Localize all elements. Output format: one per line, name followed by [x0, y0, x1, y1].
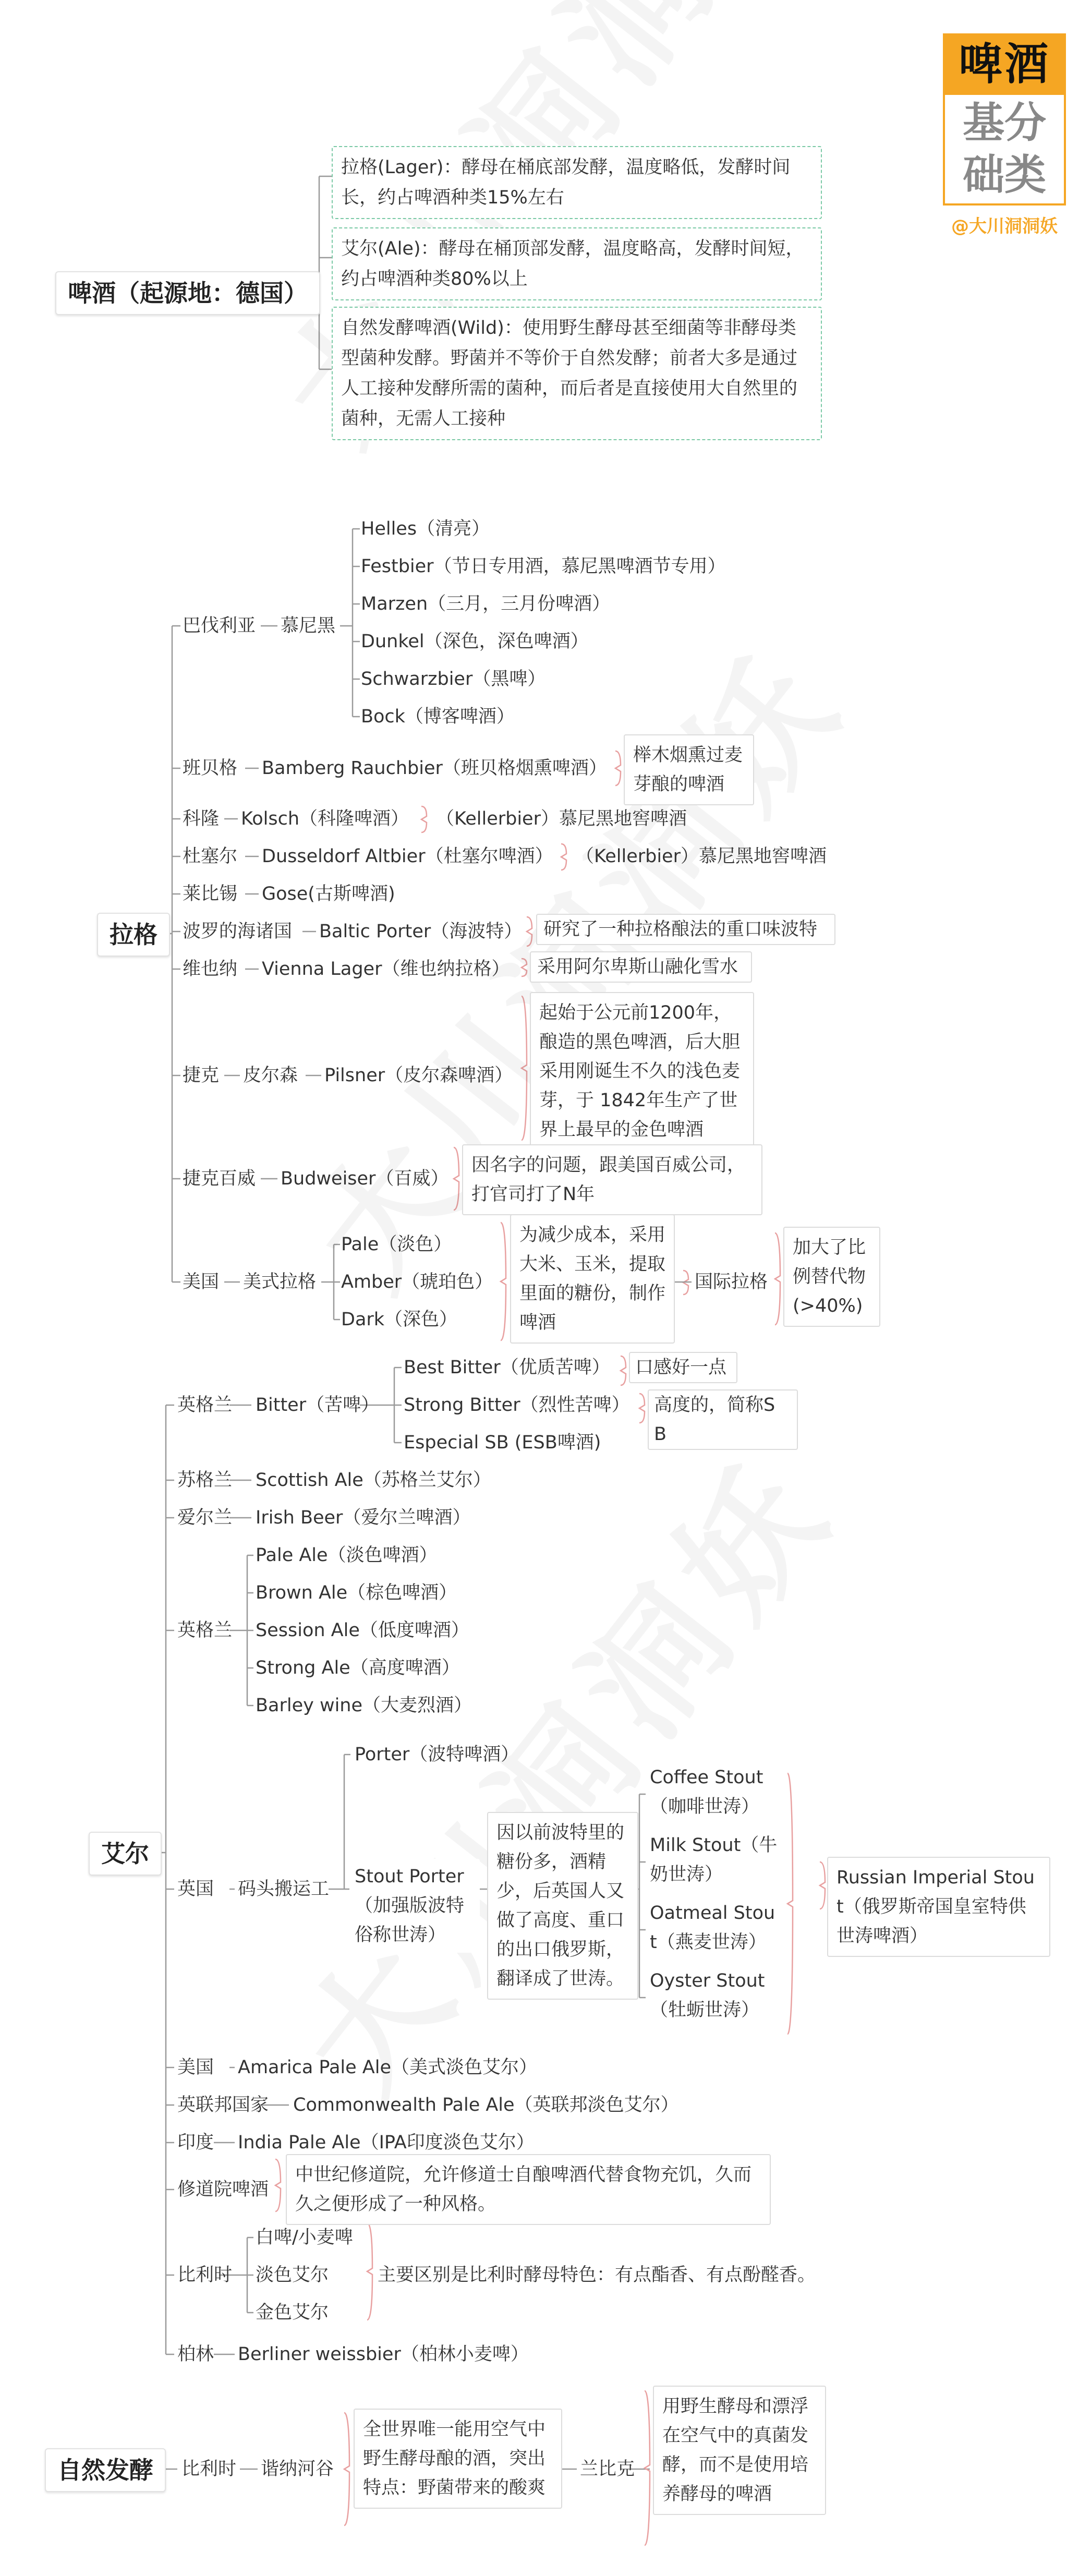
beer-altbier: Dusseldorf Altbier（杜塞尔啤酒） [262, 846, 553, 867]
beer-bock: Bock（博客啤酒） [361, 706, 515, 727]
beer-milk-stout: Milk Stout（牛奶世涛） [647, 1831, 784, 1889]
note-ale-def: 艾尔(Ale)：酵母在桶顶部发酵，温度略高，发酵时间短，约占啤酒种类80%以上 [332, 227, 822, 300]
beer-helles: Helles（清亮） [361, 518, 490, 539]
beer-session-ale: Session Ale（低度啤酒） [256, 1620, 469, 1641]
note-us-lager: 为减少成本，采用大米、玉米，提取里面的糖份，制作啤酒 [510, 1214, 675, 1344]
beer-strong-ale: Strong Ale（高度啤酒） [256, 1658, 460, 1678]
note-lager-def: 拉格(Lager)：酵母在桶底部发酵，温度略低，发酵时间长，约占啤酒种类15%左右 [332, 146, 822, 219]
connector-100 [621, 1356, 626, 1385]
beer-stout-porter: Stout Porter（加强版波特俗称世涛） [349, 1859, 480, 1953]
region-england-2: 英格兰 [177, 1620, 233, 1641]
beer-brown-ale: Brown Ale（棕色啤酒） [256, 1582, 457, 1603]
city-munich: 慕尼黑 [281, 615, 336, 636]
note-wild-def: 自然发酵啤酒(Wild)：使用野生酵母甚至细菌等非酵母类型菌种发酵。野菌并不等价于自然发酵；前者大多是通过人工接种发酵所需的菌种，而后者是直接使用大自然里的菌种，无需人工接种 [332, 307, 822, 440]
beer-cpa: Commonwealth Pale Ale（英联邦淡色艾尔） [293, 2095, 679, 2115]
beer-rauchbier: Bamberg Rauchbier（班贝格烟熏啤酒） [262, 758, 607, 779]
region-commonwealth: 英联邦国家 [177, 2095, 269, 2115]
note-rauchbier: 榉木烟熏过麦芽酿的啤酒 [624, 734, 754, 805]
beer-gose: Gose(古斯啤酒) [262, 884, 395, 904]
region-berlin: 柏林 [177, 2344, 214, 2365]
region-usa: 美国 [183, 1272, 220, 1292]
region-america: 美国 [177, 2057, 214, 2078]
beer-scottish-ale: Scottish Ale（苏格兰艾尔） [256, 1470, 491, 1491]
group-dockworker: 码头搬运工 [238, 1879, 330, 1900]
beer-lambic: 兰比克 [580, 2459, 635, 2480]
region-ireland: 爱尔兰 [177, 1507, 233, 1528]
beer-russian-imperial-stout: Russian Imperial Stout（俄罗斯帝国皇室特供世涛啤酒） [827, 1857, 1050, 1957]
beer-oatmeal-stout: Oatmeal Stout（燕麦世涛） [647, 1898, 784, 1957]
note-intl-lager: 加大了比例替代物(>40%) [783, 1227, 880, 1327]
note-strong-bitter: 高度的，简称S B [648, 1389, 798, 1450]
connector-50 [775, 1233, 780, 1325]
beer-belgian-pale: 淡色艾尔 [256, 2265, 329, 2285]
badge-title: 啤酒 [943, 33, 1066, 95]
beer-strong-bitter: Strong Bitter（烈性苦啤） [404, 1395, 630, 1416]
beer-schwarzbier: Schwarzbier（黑啤） [361, 669, 546, 690]
beer-kolsch: Kolsch（科隆啤酒） [241, 808, 409, 829]
region-dusseldorf: 杜塞尔 [183, 846, 238, 867]
beer-coffee-stout: Coffee Stout（咖啡世涛） [647, 1763, 784, 1821]
region-leipzig: 莱比锡 [183, 884, 238, 904]
note-pilsner: 起始于公元前1200年，酿造的黑色啤酒，后大胆采用刚诞生不久的浅色麦芽，于 1842年生产了世界上最早的金色啤酒 [530, 992, 754, 1151]
beer-marzen: Marzen（三月，三月份啤酒） [361, 594, 611, 614]
beer-pale-ale: Pale Ale（淡色啤酒） [256, 1545, 438, 1566]
connector-105 [820, 1862, 825, 1909]
region-bamberg: 班贝格 [183, 758, 238, 779]
beer-apa: Amarica Pale Ale（美式淡色艾尔） [238, 2057, 537, 2078]
note-baltic: 研究了一种拉格酿法的重口味波特 [536, 914, 835, 945]
region-india: 印度 [177, 2132, 214, 2153]
beer-ipa: India Pale Ale（IPA印度淡色艾尔） [238, 2132, 535, 2153]
badge-subtitle-line1: 基分 [963, 99, 1046, 147]
connector-48 [501, 1223, 506, 1340]
region-cologne: 科隆 [183, 808, 220, 829]
city-pilsen: 皮尔森 [243, 1065, 298, 1086]
badge-subtitle [943, 95, 1066, 205]
region-baltic: 波罗的海诸国 [183, 921, 293, 942]
region-england: 英格兰 [177, 1395, 233, 1416]
beer-budweiser: Budweiser（百威） [281, 1168, 449, 1189]
connector-110 [344, 2413, 349, 2525]
connector-101 [639, 1394, 645, 1423]
region-bavaria: 巴伐利亚 [183, 615, 256, 636]
beer-best-bitter: Best Bitter（优质苦啤） [404, 1357, 610, 1378]
beer-porter: Porter（波特啤酒） [355, 1744, 519, 1765]
region-scotland: 苏格兰 [177, 1470, 233, 1491]
beer-oyster-stout: Oyster Stout（牡蛎世涛） [647, 1966, 784, 2025]
region-vienna: 维也纳 [183, 959, 238, 979]
beer-irish: Irish Beer（爱尔兰啤酒） [256, 1507, 471, 1528]
beer-us-lager: 美式拉格 [243, 1272, 317, 1292]
root-beer: 啤酒（起源地：德国） [55, 271, 320, 315]
note-belgium: 主要区别是比利时酵母特色：有点酯香、有点酚醛香。 [378, 2265, 816, 2285]
region-czech: 捷克 [183, 1065, 220, 1086]
connector-103 [367, 2223, 372, 2320]
connector-111 [645, 2391, 650, 2545]
connector-102 [275, 2159, 281, 2211]
badge-subtitle-line2: 础类 [963, 151, 1046, 199]
beer-esb: Especial SB (ESB啤酒) [404, 1432, 601, 1453]
region-belgium: 比利时 [177, 2265, 233, 2285]
region-senne-valley: 谐纳河谷 [261, 2459, 334, 2480]
beer-us-dark: Dark（深色） [341, 1309, 458, 1330]
root-wild: 自然发酵 [45, 2448, 166, 2492]
root-ale: 艾尔 [89, 1832, 162, 1876]
group-abbey: 修道院啤酒 [177, 2179, 269, 2200]
beer-barley-wine: Barley wine（大麦烈酒） [256, 1695, 472, 1716]
region-budweis: 捷克百威 [183, 1168, 256, 1189]
note-altbier: （Kellerbier）慕尼黑地窖啤酒 [576, 846, 827, 867]
note-budweiser: 因名字的问题，跟美国百威公司，打官司打了N年 [462, 1144, 762, 1215]
note-stout-porter: 因以前波特里的糖份多，酒精少，后英国人又做了高度、重口的出口俄罗斯，翻译成了世涛。 [487, 1812, 638, 2000]
beer-witbier: 白啤/小麦啤 [256, 2227, 353, 2248]
connector-104 [787, 1773, 793, 2034]
beer-intl-lager: 国际拉格 [695, 1272, 768, 1292]
beer-bitter: Bitter（苦啤） [256, 1395, 380, 1416]
note-best-bitter: 口感好一点 [629, 1352, 737, 1383]
beer-baltic-porter: Baltic Porter（海波特） [319, 921, 523, 942]
note-abbey: 中世纪修道院，允许修道士自酿啤酒代替食物充饥，久而久之便形成了一种风格。 [286, 2154, 771, 2225]
note-vienna: 采用阿尔卑斯山融化雪水 [530, 951, 752, 983]
beer-vienna-lager: Vienna Lager（维也纳拉格） [262, 959, 510, 979]
badge-author: @大川洞洞妖 [951, 216, 1058, 237]
beer-berliner-weisse: Berliner weissbier（柏林小麦啤） [238, 2344, 529, 2365]
region-uk: 英国 [177, 1879, 214, 1900]
title-badge [943, 33, 1066, 237]
region-belgium-wild: 比利时 [181, 2459, 237, 2480]
beer-festbier: Festbier（节日专用酒，慕尼黑啤酒节专用） [361, 556, 726, 577]
note-kolsch: （Kellerbier）慕尼黑地窖啤酒 [436, 808, 687, 829]
beer-pilsner: Pilsner（皮尔森啤酒） [324, 1065, 513, 1086]
root-lager: 拉格 [97, 913, 170, 957]
beer-us-amber: Amber（琥珀色） [341, 1272, 493, 1292]
note-lambic: 用野生酵母和漂浮在空气中的真菌发酵，而不是使用培养酵母的啤酒 [653, 2386, 826, 2515]
beer-dunkel: Dunkel（深色，深色啤酒） [361, 631, 589, 652]
note-senne: 全世界唯一能用空气中野生酵母酿的酒，突出特点：野菌带来的酸爽 [354, 2409, 562, 2509]
connector-42 [421, 806, 427, 832]
beer-us-pale: Pale（淡色） [341, 1234, 452, 1255]
beer-belgian-golden: 金色艾尔 [256, 2302, 329, 2323]
